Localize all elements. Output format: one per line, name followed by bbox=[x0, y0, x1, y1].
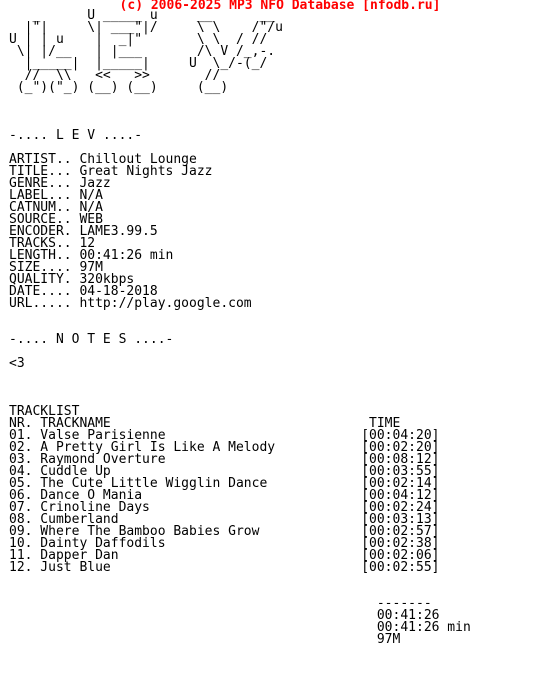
blank-line bbox=[9, 310, 471, 322]
track-row: 07. Crinoline Days [00:02:24] bbox=[9, 500, 440, 515]
totals-length: 00:41:26 min bbox=[9, 620, 471, 635]
track-row: 03. Raymond Overture [00:08:12] bbox=[9, 452, 440, 467]
tracklist-columns: NR. TRACKNAME TIME bbox=[9, 416, 401, 431]
track-row: 01. Valse Parisienne [00:04:20] bbox=[9, 428, 440, 443]
info-title: TITLE... Great Nights Jazz bbox=[9, 164, 213, 179]
section-notes-heading: -.... N O T E S ....- bbox=[9, 332, 174, 347]
info-artist: ARTIST.. Chillout Lounge bbox=[9, 152, 197, 167]
track-row: 11. Dapper Dan [00:02:06] bbox=[9, 548, 440, 563]
site-header[interactable]: (c) 2006-2025 MP3 NFO Database [nfodb.ru] bbox=[119, 0, 441, 13]
section-release-heading: -.... L E V ....- bbox=[9, 128, 143, 143]
logo-line: |_____| |_____| U \_/-(_/ bbox=[9, 56, 268, 71]
logo-line: // \\ << >> // bbox=[9, 68, 221, 83]
track-row: 08. Cumberland [00:03:13] bbox=[9, 512, 440, 527]
nfo-text bbox=[9, 10, 471, 646]
info-label: LABEL... N/A bbox=[9, 188, 103, 203]
logo-line: (_")("_) (__) (__) (__) bbox=[9, 80, 229, 95]
tracklist-heading: TRACKLIST bbox=[9, 404, 80, 419]
info-url: URL..... http://play.google.com bbox=[9, 296, 252, 311]
track-row: 09. Where The Bamboo Babies Grow [00:02:57] bbox=[9, 524, 440, 539]
track-row: 12. Just Blue [00:02:55] bbox=[9, 560, 440, 575]
info-tracks: TRACKS.. 12 bbox=[9, 236, 96, 251]
info-encoder: ENCODER. LAME3.99.5 bbox=[9, 224, 158, 239]
track-row: 02. A Pretty Girl Is Like A Melody [00:02:20] bbox=[9, 440, 440, 455]
blank-line bbox=[9, 574, 471, 586]
info-source: SOURCE.. WEB bbox=[9, 212, 103, 227]
track-row: 05. The Cute Little Wigglin Dance [00:02:14] bbox=[9, 476, 440, 491]
blank-line bbox=[9, 106, 471, 118]
track-row: 06. Dance O Mania [00:04:12] bbox=[9, 488, 440, 503]
logo-line: _ U _____ u __ __ bbox=[9, 8, 276, 23]
blank-line bbox=[9, 382, 471, 394]
info-quality: QUALITY. 320kbps bbox=[9, 272, 135, 287]
track-row: 04. Cuddle Up [00:03:55] bbox=[9, 464, 440, 479]
info-length: LENGTH.. 00:41:26 min bbox=[9, 248, 174, 263]
logo-line: U | | u | _|" \ \ / // bbox=[9, 32, 268, 47]
info-catnum: CATNUM.. N/A bbox=[9, 200, 103, 215]
totals-size: 97M bbox=[9, 632, 401, 647]
totals-divider: ------- bbox=[9, 596, 432, 611]
totals-time: 00:41:26 bbox=[9, 608, 440, 623]
info-date: DATE.... 04-18-2018 bbox=[9, 284, 158, 299]
info-size: SIZE.... 97M bbox=[9, 260, 103, 275]
blank-line bbox=[9, 370, 471, 382]
notes-text: <3 bbox=[9, 356, 25, 371]
blank-line bbox=[9, 346, 471, 358]
logo-line: |"| \| ___"|/ \ \ /"/u bbox=[9, 20, 283, 35]
info-genre: GENRE... Jazz bbox=[9, 176, 111, 191]
blank-line bbox=[9, 94, 471, 106]
track-row: 10. Dainty Daffodils [00:02:38] bbox=[9, 536, 440, 551]
logo-line: \| |/__ | |___ /\ V /_,-. bbox=[9, 44, 276, 59]
